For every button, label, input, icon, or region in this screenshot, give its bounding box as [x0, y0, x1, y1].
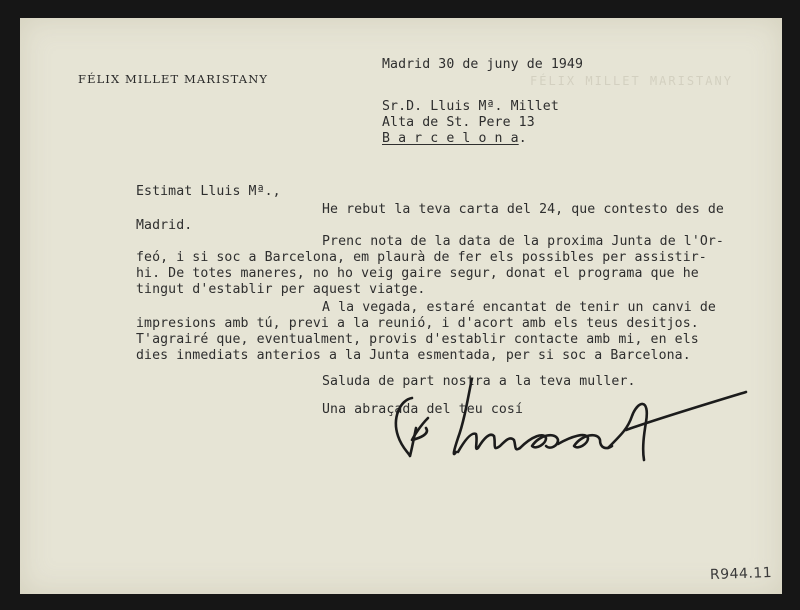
recipient-city-suffix: .: [518, 131, 527, 146]
closing-hug: Una abraçada del teu cosí: [322, 402, 523, 417]
faint-stamp: FÉLIX MILLET MARISTANY: [530, 74, 733, 88]
body-line: tingut d'establir per aquest viatge.: [136, 282, 426, 297]
date-line: Madrid 30 de juny de 1949: [382, 57, 583, 72]
body-line: Prenc nota de la data de la proxima Junta de l'Or-: [322, 234, 724, 249]
handwritten-signature: [360, 378, 760, 488]
body-line: hi. De totes maneres, no ho veig gaire segur, donat el programa que he: [136, 266, 699, 281]
letter-paper: [20, 18, 782, 594]
recipient-address: Alta de St. Pere 13: [382, 115, 535, 130]
body-line: impresions amb tú, previ a la reunió, i d'acort amb els teus desitjos.: [136, 316, 699, 331]
body-line: Madrid.: [136, 218, 193, 233]
body-line: feó, i si soc a Barcelona, em plaurà de fer els possibles per assistir-: [136, 250, 707, 265]
archive-reference: R944.11: [709, 564, 773, 584]
body-line: He rebut la teva carta del 24, que contesto des de: [322, 202, 724, 217]
recipient-city: B a r c e l o n a: [382, 131, 519, 146]
letterhead: FÉLIX MILLET MARISTANY: [78, 72, 269, 86]
body-line: T'agrairé que, eventualment, provis d'establir contacte amb mi, en els: [136, 332, 699, 347]
body-line: dies inmediats anterios a la Junta esmentada, per si soc a Barcelona.: [136, 348, 691, 363]
recipient-name: Sr.D. Lluis Mª. Millet: [382, 99, 559, 114]
body-line: A la vegada, estaré encantat de tenir un canvi de: [322, 300, 716, 315]
closing-regards: Saluda de part nostra a la teva muller.: [322, 374, 636, 389]
salutation: Estimat Lluis Mª.,: [136, 184, 281, 199]
recipient-city-line: [382, 131, 527, 147]
